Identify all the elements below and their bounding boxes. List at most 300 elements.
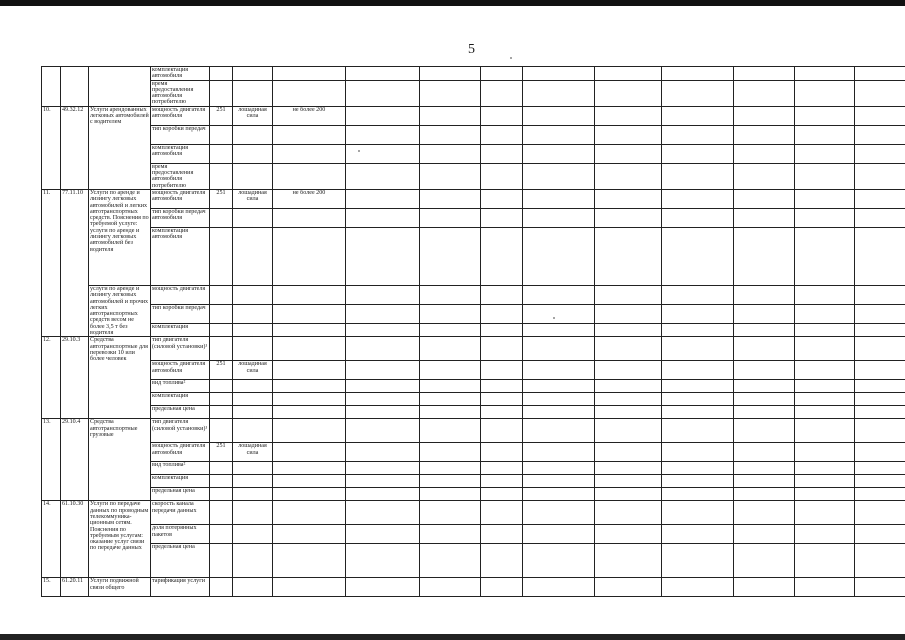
empty-cell	[595, 144, 662, 163]
scan-speck	[358, 150, 360, 152]
empty-cell	[795, 475, 855, 488]
table-row	[42, 227, 905, 285]
attribute-label: комплектация автомобиля	[151, 67, 210, 81]
table-row	[42, 305, 905, 324]
attribute-value: не более 200	[273, 189, 346, 208]
okpd-code: 61.20.11	[61, 578, 89, 597]
empty-cell	[662, 337, 734, 361]
empty-cell	[481, 208, 523, 227]
empty-cell	[481, 501, 523, 525]
empty-cell	[420, 324, 481, 337]
unit-name	[233, 462, 273, 475]
empty-cell	[734, 406, 795, 419]
empty-cell	[855, 189, 905, 208]
empty-cell	[595, 324, 662, 337]
empty-cell	[662, 393, 734, 406]
empty-cell	[523, 380, 595, 393]
empty-cell	[662, 80, 734, 106]
table-row	[42, 125, 905, 144]
empty-cell	[595, 208, 662, 227]
empty-cell	[595, 125, 662, 144]
empty-cell	[734, 208, 795, 227]
empty-cell	[273, 67, 346, 81]
empty-cell	[420, 163, 481, 189]
empty-cell	[795, 443, 855, 462]
empty-cell	[855, 106, 905, 125]
unit-code	[210, 393, 233, 406]
unit-name	[233, 324, 273, 337]
empty-cell	[662, 462, 734, 475]
attribute-label: доля потерянных пакетов	[151, 525, 210, 544]
empty-cell	[346, 475, 420, 488]
empty-cell	[523, 144, 595, 163]
empty-cell	[795, 324, 855, 337]
attribute-value	[273, 337, 346, 361]
row-number: 10.	[42, 106, 61, 189]
empty-cell	[734, 475, 795, 488]
table-row	[42, 488, 905, 501]
empty-cell	[662, 285, 734, 304]
empty-cell	[662, 67, 734, 81]
empty-cell	[523, 361, 595, 380]
empty-cell	[734, 285, 795, 304]
okpd-code: 61.10.30	[61, 501, 89, 578]
empty-cell	[346, 67, 420, 81]
page-number: 5	[468, 42, 475, 57]
empty-cell	[795, 189, 855, 208]
unit-name	[233, 337, 273, 361]
empty-cell	[233, 80, 273, 106]
unit-name: лошадиная сила	[233, 361, 273, 380]
empty-cell	[734, 125, 795, 144]
empty-cell	[523, 462, 595, 475]
attribute-label: тип двигателя (силовой установки)¹	[151, 419, 210, 443]
empty-cell	[855, 544, 905, 578]
table-row	[42, 462, 905, 475]
unit-name	[233, 406, 273, 419]
empty-cell	[795, 462, 855, 475]
empty-cell	[595, 285, 662, 304]
table-row	[42, 361, 905, 380]
empty-cell	[523, 80, 595, 106]
empty-cell	[795, 501, 855, 525]
empty-cell	[662, 501, 734, 525]
table-row	[42, 337, 905, 361]
empty-cell	[662, 475, 734, 488]
table-row	[42, 80, 905, 106]
empty-cell	[420, 544, 481, 578]
attribute-label: скорость канала передачи данных	[151, 501, 210, 525]
unit-code	[210, 406, 233, 419]
unit-code	[210, 208, 233, 227]
table-row	[42, 189, 905, 208]
table-row	[42, 324, 905, 337]
empty-cell	[523, 443, 595, 462]
empty-cell	[795, 393, 855, 406]
table-row	[42, 406, 905, 419]
attribute-label: мощность двигателя автомобиля	[151, 189, 210, 208]
empty-cell	[855, 324, 905, 337]
empty-cell	[481, 488, 523, 501]
empty-cell	[481, 525, 523, 544]
empty-cell	[734, 324, 795, 337]
empty-cell	[523, 475, 595, 488]
empty-cell	[420, 419, 481, 443]
row-number: 13.	[42, 419, 61, 501]
empty-cell	[855, 80, 905, 106]
empty-cell	[662, 525, 734, 544]
attribute-value	[273, 475, 346, 488]
empty-cell	[662, 208, 734, 227]
attribute-value	[273, 324, 346, 337]
empty-cell	[420, 475, 481, 488]
empty-cell	[420, 380, 481, 393]
empty-cell	[346, 462, 420, 475]
empty-cell	[346, 501, 420, 525]
empty-cell	[420, 227, 481, 285]
empty-cell	[795, 305, 855, 324]
row-number: 14.	[42, 501, 61, 578]
empty-cell	[481, 163, 523, 189]
empty-cell	[734, 393, 795, 406]
empty-cell	[734, 443, 795, 462]
empty-cell	[523, 406, 595, 419]
empty-cell	[595, 525, 662, 544]
empty-cell	[855, 227, 905, 285]
empty-cell	[855, 501, 905, 525]
okpd-code: 29.10.4	[61, 419, 89, 501]
empty-cell	[523, 106, 595, 125]
empty-cell	[273, 80, 346, 106]
attribute-value	[273, 393, 346, 406]
empty-cell	[420, 578, 481, 597]
empty-cell	[481, 324, 523, 337]
attribute-value	[273, 525, 346, 544]
empty-cell	[346, 106, 420, 125]
unit-code	[210, 419, 233, 443]
okpd-code: 49.32.12	[61, 106, 89, 189]
attribute-value	[273, 380, 346, 393]
item-name	[89, 67, 151, 107]
empty-cell	[795, 144, 855, 163]
attribute-value	[273, 361, 346, 380]
empty-cell	[523, 285, 595, 304]
unit-code	[210, 501, 233, 525]
empty-cell	[855, 525, 905, 544]
unit-name	[233, 475, 273, 488]
empty-cell	[420, 443, 481, 462]
attribute-label: вид топлива²	[151, 462, 210, 475]
attribute-label: время предоставления автомобиля потребителю	[151, 163, 210, 189]
table-row	[42, 67, 905, 81]
empty-cell	[346, 163, 420, 189]
empty-cell	[481, 285, 523, 304]
unit-name: лошадиная сила	[233, 443, 273, 462]
row-number	[42, 67, 61, 107]
attribute-label: предельная цена	[151, 544, 210, 578]
attribute-value	[273, 488, 346, 501]
empty-cell	[346, 337, 420, 361]
attribute-value	[273, 227, 346, 285]
empty-cell	[420, 189, 481, 208]
empty-cell	[420, 525, 481, 544]
empty-cell	[855, 337, 905, 361]
row-number: 12.	[42, 337, 61, 419]
unit-code	[210, 525, 233, 544]
empty-cell	[523, 501, 595, 525]
item-name: Услуги по передаче данных по проводным телекоммуника-ционным сетям. Пояснения по требуемым услугам: оказание услуг связи по передаче данных	[89, 501, 151, 578]
empty-cell	[855, 361, 905, 380]
empty-cell	[420, 462, 481, 475]
empty-cell	[855, 380, 905, 393]
empty-cell	[595, 443, 662, 462]
table-row	[42, 501, 905, 525]
empty-cell	[795, 337, 855, 361]
empty-cell	[523, 393, 595, 406]
empty-cell	[662, 144, 734, 163]
unit-name	[233, 578, 273, 597]
empty-cell	[481, 380, 523, 393]
unit-code	[210, 227, 233, 285]
attribute-label: предельная цена	[151, 488, 210, 501]
empty-cell	[481, 462, 523, 475]
unit-name	[233, 285, 273, 304]
unit-code	[210, 337, 233, 361]
empty-cell	[795, 380, 855, 393]
item-name: Средства автотранспортные для перевозки 10 или более человек	[89, 337, 151, 419]
empty-cell	[523, 189, 595, 208]
attribute-value	[273, 163, 346, 189]
empty-cell	[795, 208, 855, 227]
table-row	[42, 419, 905, 443]
empty-cell	[795, 419, 855, 443]
empty-cell	[595, 419, 662, 443]
empty-cell	[481, 361, 523, 380]
empty-cell	[662, 305, 734, 324]
empty-cell	[595, 380, 662, 393]
unit-code	[210, 475, 233, 488]
scan-speck	[553, 317, 555, 319]
empty-cell	[595, 106, 662, 125]
unit-name	[233, 163, 273, 189]
empty-cell	[346, 189, 420, 208]
empty-cell	[346, 227, 420, 285]
empty-cell	[523, 163, 595, 189]
empty-cell	[662, 380, 734, 393]
attribute-label: предельная цена	[151, 406, 210, 419]
empty-cell	[210, 67, 233, 81]
unit-code	[210, 285, 233, 304]
empty-cell	[734, 80, 795, 106]
empty-cell	[662, 544, 734, 578]
attribute-label: мощность двигателя автомобиля	[151, 361, 210, 380]
empty-cell	[662, 227, 734, 285]
empty-cell	[662, 443, 734, 462]
empty-cell	[481, 544, 523, 578]
empty-cell	[595, 163, 662, 189]
empty-cell	[523, 419, 595, 443]
scan-speck	[510, 57, 512, 59]
empty-cell	[481, 406, 523, 419]
empty-cell	[523, 67, 595, 81]
attribute-value	[273, 305, 346, 324]
attribute-value	[273, 144, 346, 163]
attribute-value	[273, 501, 346, 525]
okpd-code	[61, 67, 89, 107]
unit-code	[210, 578, 233, 597]
empty-cell	[855, 208, 905, 227]
empty-cell	[855, 475, 905, 488]
empty-cell	[523, 488, 595, 501]
table-row	[42, 443, 905, 462]
empty-cell	[420, 144, 481, 163]
empty-cell	[662, 578, 734, 597]
empty-cell	[795, 285, 855, 304]
item-name: Средства автотранспортные грузовые	[89, 419, 151, 501]
empty-cell	[795, 406, 855, 419]
empty-cell	[795, 227, 855, 285]
unit-name	[233, 125, 273, 144]
empty-cell	[795, 488, 855, 501]
empty-cell	[420, 125, 481, 144]
attribute-label: комплектация	[151, 475, 210, 488]
empty-cell	[662, 406, 734, 419]
empty-cell	[346, 380, 420, 393]
requirements-table-sheet	[41, 66, 881, 597]
unit-name	[233, 488, 273, 501]
empty-cell	[662, 361, 734, 380]
empty-cell	[523, 544, 595, 578]
attribute-label: комплектация	[151, 393, 210, 406]
empty-cell	[481, 419, 523, 443]
unit-code	[210, 125, 233, 144]
table-row	[42, 393, 905, 406]
attribute-value	[273, 208, 346, 227]
empty-cell	[734, 525, 795, 544]
attribute-label: тарификация услуги	[151, 578, 210, 597]
unit-code	[210, 305, 233, 324]
empty-cell	[523, 305, 595, 324]
empty-cell	[734, 163, 795, 189]
empty-cell	[420, 501, 481, 525]
attribute-label: комплектация автомобиля	[151, 227, 210, 285]
unit-name	[233, 501, 273, 525]
empty-cell	[734, 544, 795, 578]
attribute-label: тип коробки передач автомобиля	[151, 208, 210, 227]
empty-cell	[662, 324, 734, 337]
unit-name	[233, 380, 273, 393]
unit-name	[233, 305, 273, 324]
attribute-label: тип коробки передач	[151, 305, 210, 324]
empty-cell	[420, 208, 481, 227]
attribute-label: тип коробки передач	[151, 125, 210, 144]
attribute-value	[273, 285, 346, 304]
unit-name: лошадиная сила	[233, 189, 273, 208]
empty-cell	[734, 488, 795, 501]
unit-name	[233, 544, 273, 578]
empty-cell	[346, 208, 420, 227]
attribute-value	[273, 578, 346, 597]
empty-cell	[481, 125, 523, 144]
unit-code: 251	[210, 106, 233, 125]
empty-cell	[210, 80, 233, 106]
unit-name	[233, 208, 273, 227]
empty-cell	[346, 393, 420, 406]
empty-cell	[734, 501, 795, 525]
table-row	[42, 106, 905, 125]
empty-cell	[795, 525, 855, 544]
unit-name: лошадиная сила	[233, 106, 273, 125]
row-number: 11.	[42, 189, 61, 336]
empty-cell	[595, 80, 662, 106]
okpd-code: 77.11.10	[61, 189, 89, 336]
empty-cell	[734, 419, 795, 443]
empty-cell	[734, 189, 795, 208]
item-name: Услуги подвижной связи общего	[89, 578, 151, 597]
attribute-value: не более 200	[273, 106, 346, 125]
empty-cell	[855, 419, 905, 443]
unit-code	[210, 144, 233, 163]
empty-cell	[481, 393, 523, 406]
empty-cell	[734, 67, 795, 81]
empty-cell	[855, 125, 905, 144]
attribute-label: тип двигателя (силовой установки)¹	[151, 337, 210, 361]
attribute-value	[273, 443, 346, 462]
empty-cell	[855, 488, 905, 501]
empty-cell	[346, 125, 420, 144]
table-row	[42, 525, 905, 544]
unit-code: 251	[210, 443, 233, 462]
attribute-label: вид топлива²	[151, 380, 210, 393]
empty-cell	[523, 227, 595, 285]
empty-cell	[523, 324, 595, 337]
empty-cell	[734, 106, 795, 125]
empty-cell	[481, 106, 523, 125]
attribute-label: мощность двигателя автомобиля	[151, 106, 210, 125]
empty-cell	[662, 125, 734, 144]
empty-cell	[346, 419, 420, 443]
attribute-value	[273, 406, 346, 419]
table-row	[42, 144, 905, 163]
empty-cell	[523, 208, 595, 227]
empty-cell	[734, 144, 795, 163]
unit-code	[210, 163, 233, 189]
item-name: Услуги арендованных легковых автомобилей с водителем	[89, 106, 151, 189]
empty-cell	[855, 305, 905, 324]
empty-cell	[734, 578, 795, 597]
unit-code	[210, 462, 233, 475]
item-subname: услуги по аренде и лизингу легковых автомобилей и прочих легких автотранспортных средств весом не более 3,5 т без водителя	[89, 285, 151, 336]
unit-code	[210, 380, 233, 393]
table-row	[42, 544, 905, 578]
empty-cell	[855, 67, 905, 81]
empty-cell	[795, 163, 855, 189]
empty-cell	[346, 406, 420, 419]
empty-cell	[855, 163, 905, 189]
empty-cell	[795, 125, 855, 144]
empty-cell	[481, 475, 523, 488]
empty-cell	[795, 578, 855, 597]
empty-cell	[346, 361, 420, 380]
unit-name	[233, 144, 273, 163]
empty-cell	[595, 227, 662, 285]
empty-cell	[481, 80, 523, 106]
table-row	[42, 380, 905, 393]
empty-cell	[346, 488, 420, 501]
unit-code	[210, 324, 233, 337]
empty-cell	[346, 285, 420, 304]
empty-cell	[481, 443, 523, 462]
